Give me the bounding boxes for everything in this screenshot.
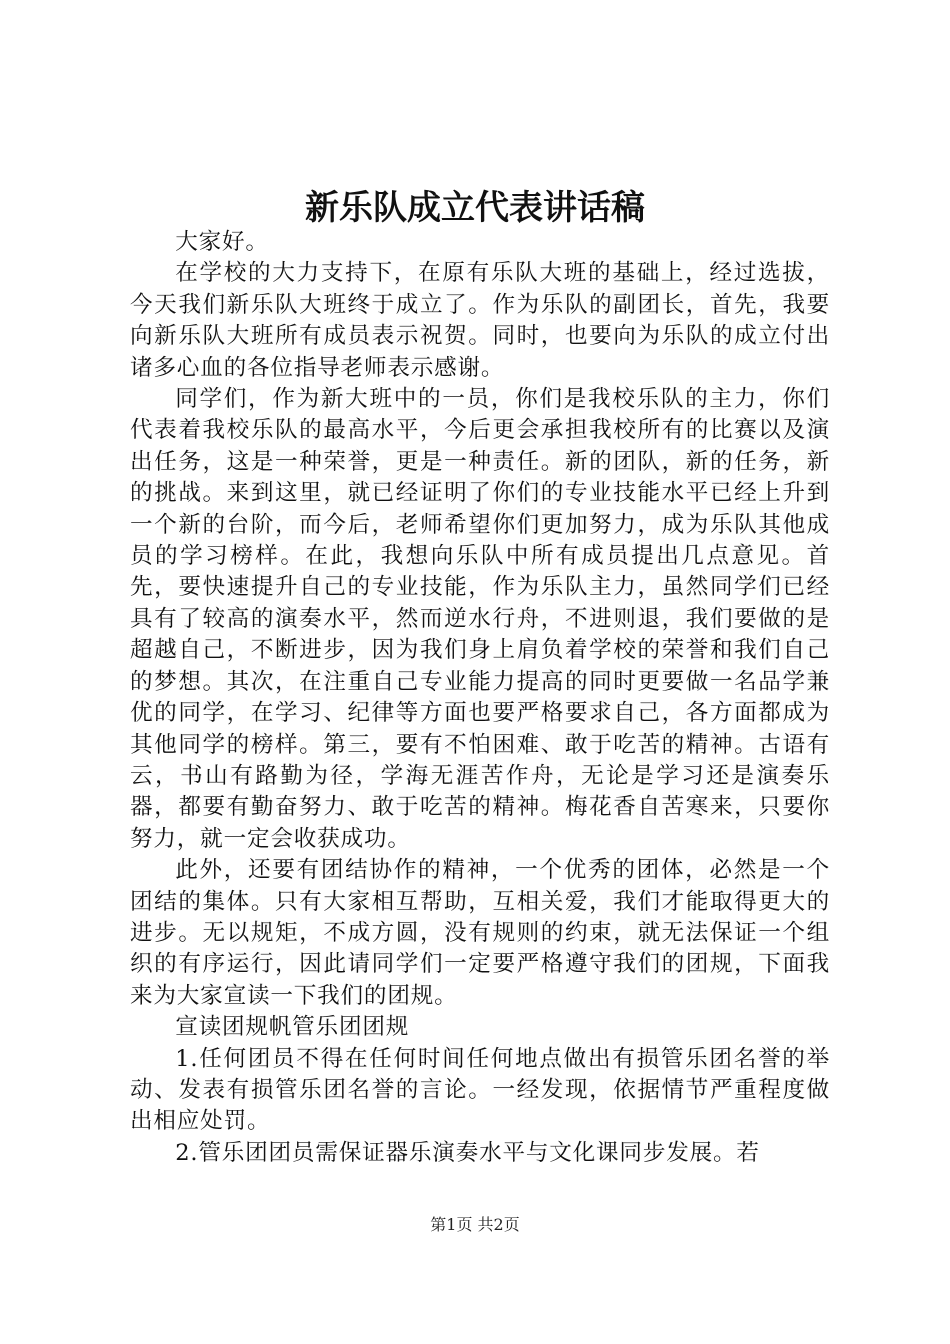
paragraph-intro: 在学校的大力支持下，在原有乐队大班的基础上，经过选拔，今天我们新乐队大班终于成立了。作为乐队的副团长，首先，我要向新乐队大班所有成员表示祝贺。同时，也要向为乐队的成立付出诸多心血的各位指导老师表示感谢。 bbox=[130, 260, 830, 381]
paragraph-responsibility: 同学们，作为新大班中的一员，你们是我校乐队的主力，你们代表着我校乐队的最高水平，今后更会承担我校所有的比赛以及演出任务，这是一种荣誉，更是一种责任。新的团队，新的任务，新的挑战。来到这里，就已经证明了你们的专业技能水平已经上升到一个新的台阶，而今后，老师希望你们更加努力，成为乐队其他成员的学习榜样。在此，我想向乐队中所有成员提出几点意见。首先，要快速提升自己的专业技能，作为乐队主力，虽然同学们已经具有了较高的演奏水平，然而逆水行舟，不进则退，我们要做的是超越自己，不断进步，因为我们身上肩负着学校的荣誉和我们自己的梦想。其次，在注重自己专业能力提高的同时更要做一名品学兼优的同学，在学习、纪律等方面也要严格要求自己，各方面都成为其他同学的榜样。第三，要有不怕困难、敢于吃苦的精神。古语有云，书山有路勤为径，学海无涯苦作舟，无论是学习还是演奏乐器，都要有勤奋努力、敢于吃苦的精神。梅花香自苦寒来，只要你努力，就一定会收获成功。 bbox=[130, 386, 830, 852]
paragraph-greeting: 大家好。 bbox=[175, 229, 269, 255]
paragraph-rule-2: 2.管乐团团员需保证器乐演奏水平与文化课同步发展。若 bbox=[175, 1139, 760, 1166]
paragraph-teamwork: 此外，还要有团结协作的精神，一个优秀的团体，必然是一个团结的集体。只有大家相互帮助，互相关爱，我们才能取得更大的进步。无以规矩，不成方圆，没有规则的约束，就无法保证一个组织的有序运行，因此请同学们一定要严格遵守我们的团规，下面我来为大家宣读一下我们的团规。 bbox=[130, 857, 830, 1009]
document-title: 新乐队成立代表讲话稿 bbox=[305, 188, 645, 228]
document-body bbox=[130, 227, 830, 1169]
paragraph-rules-heading: 宣读团规帆管乐团团规 bbox=[175, 1014, 410, 1041]
page-footer: 第1页 共2页 bbox=[430, 1215, 520, 1234]
paragraph-rule-1: 1.任何团员不得在任何时间任何地点做出有损管乐团名誉的举动、发表有损管乐团名誉的言论。一经发现，依据情节严重程度做出相应处罚。 bbox=[130, 1045, 830, 1135]
